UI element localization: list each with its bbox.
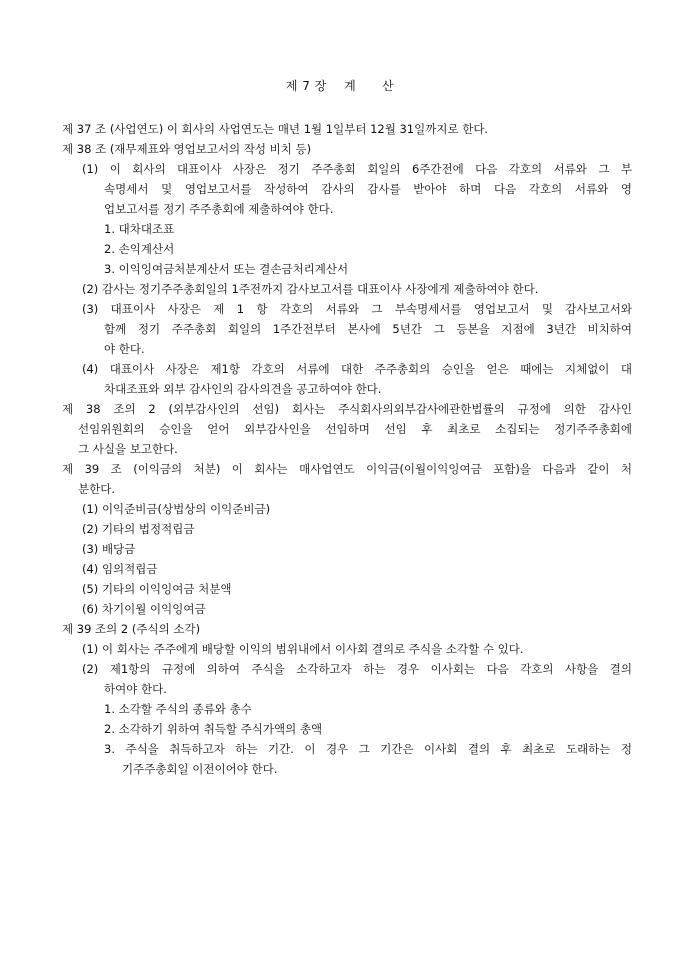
text-line: (1) 이익준비금(상법상의 이익준비금) xyxy=(82,502,271,516)
text-line: 1. 소각할 주식의 종류와 총수 xyxy=(104,702,252,716)
text-line: 3. 주식을 취득하고자 하는 기간. 이 경우 그 기간은 이사회 결의 후 최초로 도래하는 정 xyxy=(104,742,632,756)
text-line: (2) 제1항의 규정에 의하여 주식을 소각하고자 하는 경우 이사회는 다음 각호의 사항을 결의 xyxy=(82,662,632,676)
text-line: 그 사실을 보고한다. xyxy=(78,442,178,456)
text-line: 야 한다. xyxy=(104,342,145,356)
text-line: 함께 정기 주주총회 회일의 1주간전부터 본사에 5년간 그 등본을 지점에 3년간 비치하여 xyxy=(104,322,632,336)
text-line: (5) 기타의 이익잉여금 처분액 xyxy=(82,582,232,596)
document-body xyxy=(62,119,632,779)
text-line: 1. 대차대조표 xyxy=(104,222,175,236)
text-line: 제 39 조 (이익금의 처분) 이 회사는 매사업연도 이익금(이월이익잉여금 포함)을 다음과 같이 처 xyxy=(62,462,632,476)
text-line: (2) 기타의 법정적립금 xyxy=(82,522,195,536)
text-line: 속명세서 및 영업보고서를 작성하여 감사의 감사를 받아야 하며 다음 각호의 서류와 영 xyxy=(104,182,632,196)
text-line: (1) 이 회사는 주주에게 배당할 이익의 범위내에서 이사회 결의로 주식을 소각할 수 있다. xyxy=(82,642,524,656)
text-line: 제 37 조 (사업연도) 이 회사의 사업연도는 매년 1월 1일부터 12월 31일까지로 한다. xyxy=(62,122,489,136)
chapter-title: 제 7 장 계 산 xyxy=(285,79,395,93)
text-line: 차대조표와 외부 감사인의 감사의견을 공고하여야 한다. xyxy=(104,382,382,396)
text-line: (4) 대표이사 사장은 제1항 각호의 서류에 대한 주주총회의 승인을 얻은 때에는 지체없이 대 xyxy=(82,362,632,376)
text-line: 2. 소각하기 위하여 취득할 주식가액의 총액 xyxy=(104,722,323,736)
text-line: 제 39 조의 2 (주식의 소각) xyxy=(62,622,201,636)
text-line: 2. 손익계산서 xyxy=(104,242,175,256)
text-line: (2) 감사는 정기주주총회일의 1주전까지 감사보고서를 대표이사 사장에게 제출하여야 한다. xyxy=(82,282,539,296)
text-line: (1) 이 회사의 대표이사 사장은 정기 주주총회 회일의 6주간전에 다음 각호의 서류와 그 부 xyxy=(82,162,632,176)
text-line: 3. 이익잉여금처분계산서 또는 결손금처리계산서 xyxy=(104,262,349,276)
text-line: 분한다. xyxy=(78,482,115,496)
text-line: 업보고서를 정기 주주총회에 제출하여야 한다. xyxy=(104,202,334,216)
text-line: 제 38 조 (재무제표와 영업보고서의 작성 비치 등) xyxy=(62,142,312,156)
text-line: 하여야 한다. xyxy=(104,682,167,696)
text-line: 기주주총회일 이전이어야 한다. xyxy=(122,762,278,776)
text-line: (3) 배당금 xyxy=(82,542,136,556)
text-line: 제 38 조의 2 (외부감사인의 선임) 회사는 주식회사의외부감사에관한법률의 규정에 의한 감사인 xyxy=(62,402,632,416)
text-line: 선임위원회의 승인을 얻어 외부감사인을 선임하며 선임 후 최초로 소집되는 정기주주총회에 xyxy=(78,422,632,436)
text-line: (6) 차기이월 이익잉여금 xyxy=(82,602,206,616)
text-line: (4) 임의적립금 xyxy=(82,562,158,576)
text-line: (3) 대표이사 사장은 제 1 항 각호의 서류와 그 부속명세서를 영업보고서 및 감사보고서와 xyxy=(82,302,632,316)
